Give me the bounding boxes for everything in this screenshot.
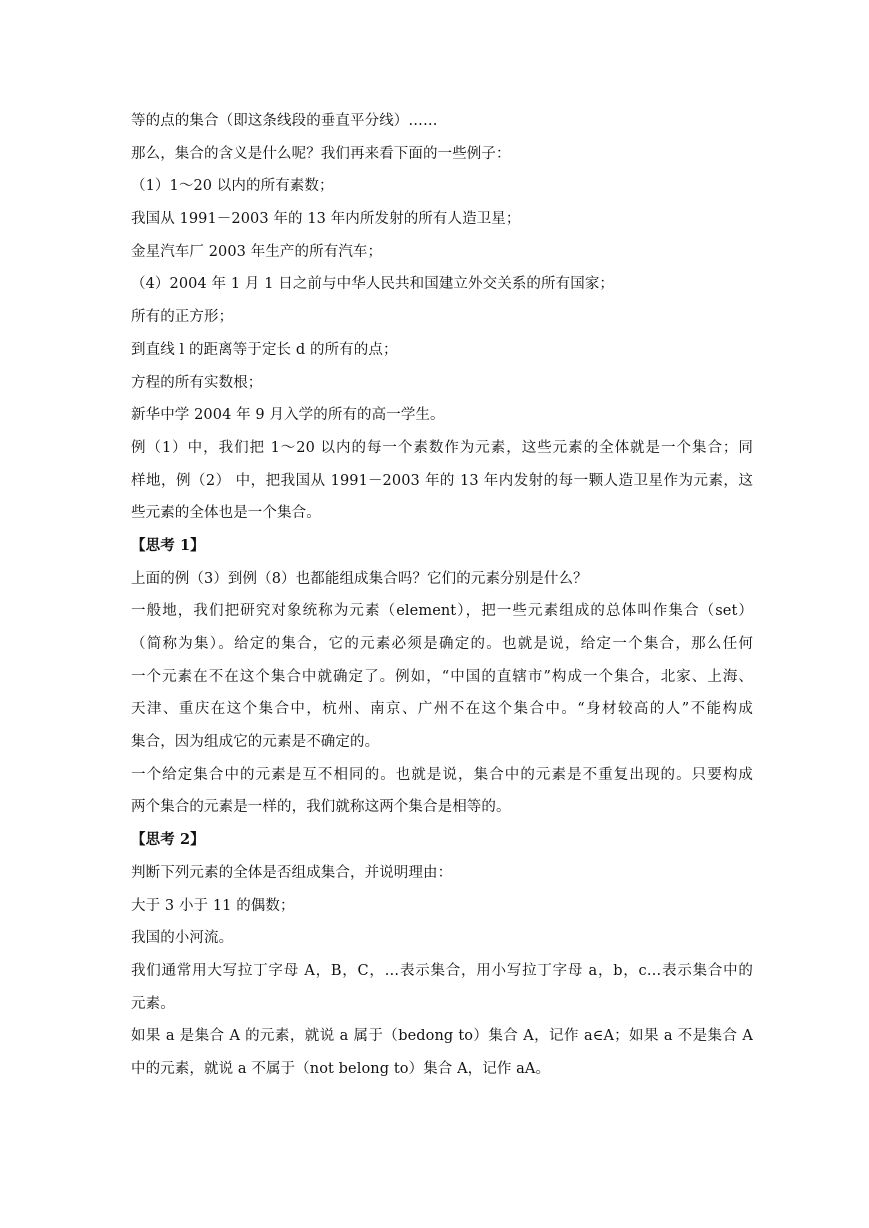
list-item: （1）1～20 以内的所有素数； bbox=[131, 178, 334, 195]
question-line: 上面的例（3）到例（8）也都能组成集合吗？它们的元素分别是什么？ bbox=[131, 570, 588, 587]
paragraph-line: 我们通常用大写拉丁字母 A，B，C，…表示集合，用小写拉丁字母 a，b，c…表示集合中的 bbox=[131, 962, 753, 979]
paragraph-line: 一个元素在不在这个集合中就确定了。例如，“中国的直辖市”构成一个集合，北家、上海、 bbox=[131, 668, 753, 685]
document-page bbox=[131, 105, 753, 1086]
paragraph-line: 样地，例（2） 中，把我国从 1991－2003 年的 13 年内发射的每一颗人造卫星作为元素，这 bbox=[131, 472, 753, 489]
paragraph-line: 中的元素，就说 a 不属于（not belong to）集合 A，记作 aA。 bbox=[131, 1060, 551, 1077]
paragraph-line: 两个集合的元素是一样的，我们就称这两个集合是相等的。 bbox=[131, 799, 511, 816]
paragraph-line: 元素。 bbox=[131, 995, 175, 1012]
list-item: 所有的正方形； bbox=[131, 309, 234, 326]
paragraph-line: （简称为集）。给定的集合，它的元素必须是确定的。也就是说，给定一个集合，那么任何 bbox=[131, 636, 753, 652]
paragraph-line: 例（1）中，我们把 1～20 以内的每一个素数作为元素，这些元素的全体就是一个集合；同 bbox=[131, 439, 753, 456]
paragraph-line: 些元素的全体也是一个集合。 bbox=[131, 505, 321, 522]
list-item: 新华中学 2004 年 9 月入学的所有的高一学生。 bbox=[131, 407, 445, 424]
list-item: 到直线 l 的距离等于定长 d 的所有的点； bbox=[131, 341, 398, 358]
list-item: （4）2004 年 1 月 1 日之前与中华人民共和国建立外交关系的所有国家； bbox=[131, 276, 615, 293]
section-heading: 【思考 1】 bbox=[131, 536, 205, 554]
paragraph-line: 天津、重庆在这个集合中，杭州、南京、广州不在这个集合中。“身材较高的人”不能构成 bbox=[131, 701, 753, 718]
paragraph-line: 如果 a 是集合 A 的元素，就说 a 属于（bedong to）集合 A，记作 a∈A；如果 a 不是集合 A bbox=[131, 1028, 753, 1045]
paragraph-line: 一个给定集合中的元素是互不相同的。也就是说，集合中的元素是不重复出现的。只要构成 bbox=[131, 766, 753, 783]
list-item: 方程的所有实数根； bbox=[131, 374, 263, 391]
text-line: 等的点的集合（即这条线段的垂直平分线）…… bbox=[131, 113, 438, 129]
list-item: 我国的小河流。 bbox=[131, 930, 234, 947]
section-heading: 【思考 2】 bbox=[131, 831, 205, 849]
text-line: 那么，集合的含义是什么呢？我们再来看下面的一些例子： bbox=[131, 145, 511, 162]
question-line: 判断下列元素的全体是否组成集合，并说明理由： bbox=[131, 864, 453, 881]
paragraph-line: 一般地，我们把研究对象统称为元素（element），把一些元素组成的总体叫作集合（set） bbox=[131, 603, 753, 620]
list-item: 我国从 1991－2003 年的 13 年内所发射的所有人造卫星； bbox=[131, 211, 521, 228]
paragraph-line: 集合，因为组成它的元素是不确定的。 bbox=[131, 734, 380, 751]
list-item: 金星汽车厂 2003 年生产的所有汽车； bbox=[131, 243, 383, 260]
list-item: 大于 3 小于 11 的偶数； bbox=[131, 897, 295, 914]
